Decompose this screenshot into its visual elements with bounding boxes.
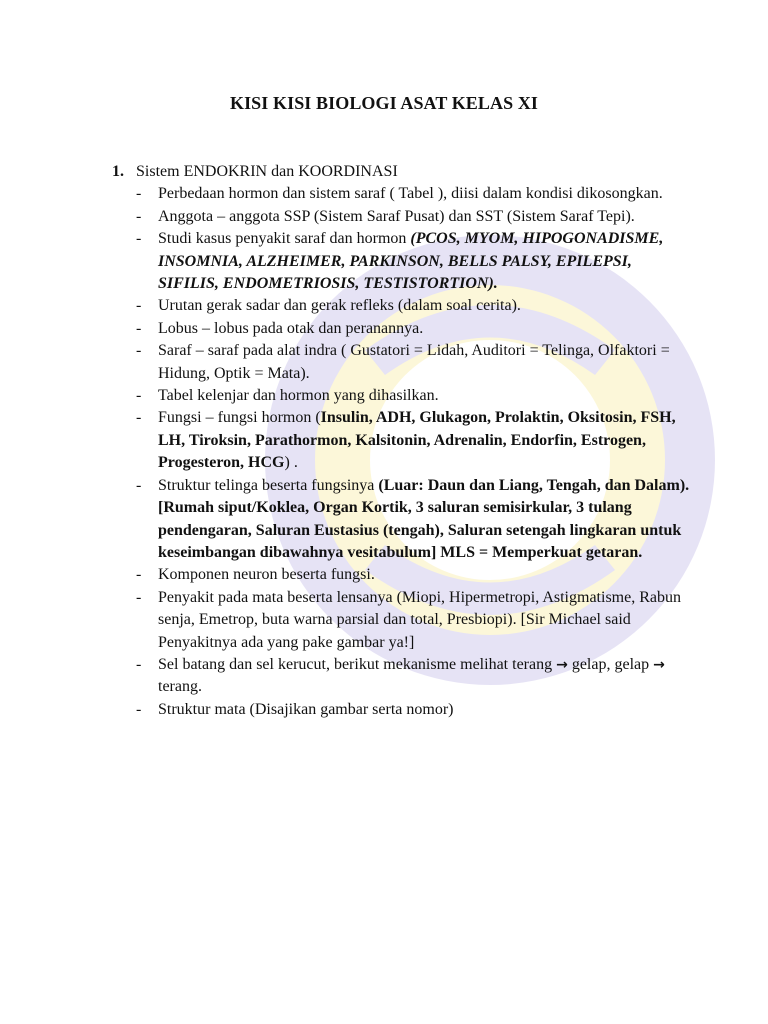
bullet-dash: - [136, 566, 142, 584]
item-hormone-list: Insulin, ADH, Glukagon, Prolaktin, Oksitosin, FSH, LH, Tiroksin, Parathormon, Kalsitonin, Adrenalin, Endorfin, Estrogen, Progesteron, HCG [158, 409, 676, 472]
item-text: Penyakit pada mata beserta lensanya (Miopi, Hipermetropi, Astigmatisme, Rabun senja, Emetrop, buta warna parsial dan total, Presbiopi). [Sir Michael said Penyakitnya ada yang pake gambar ya!] [158, 588, 681, 651]
bullet-dash: - [136, 297, 142, 315]
document-title: KISI KISI BIOLOGI ASAT KELAS XI [229, 93, 539, 113]
item-text: Anggota – anggota SSP (Sistem Saraf Pusat) dan SST (Sistem Saraf Tepi). [158, 207, 635, 225]
bullet-dash: - [136, 655, 142, 673]
item-text: Lobus – lobus pada otak dan peranannya. [158, 319, 424, 337]
arrow-right-icon: → [653, 656, 665, 673]
item-disease-list: (PCOS, MYOM, HIPOGONADISME, INSOMNIA, ALZHEIMER, PARKINSON, BELLS PALSY, EPILEPSI, SIFILIS, ENDOMETRIOSIS, TESTISTORTION). [158, 230, 664, 293]
list-item [112, 183, 692, 205]
bullet-dash: - [136, 342, 142, 360]
bullet-dash: - [136, 207, 142, 225]
list-item [112, 340, 692, 385]
list-item [112, 228, 692, 295]
bullet-dash: - [136, 319, 142, 337]
item-ear-structure: (Luar: Daun dan Liang, Tengah, dan Dalam). [Rumah siput/Koklea, Organ Kortik, 3 saluran semisirkular, 3 tulang pendengaran, Saluran Eustasius (tengah), Saluran setengah lingkaran untuk keseimbangan dibawahnya vesitabulum] MLS = Memperkuat getaran. [158, 476, 690, 561]
item-text: Urutan gerak sadar dan gerak refleks (dalam soal cerita). [158, 297, 521, 315]
item-text-end: ) . [284, 454, 298, 472]
list-item [112, 587, 692, 654]
list-item [112, 385, 692, 407]
bullet-dash: - [136, 588, 142, 606]
list-item [112, 564, 692, 586]
list-item [112, 699, 692, 721]
item-text-end: terang. [158, 678, 202, 696]
bullet-dash: - [136, 409, 142, 427]
item-text: Studi kasus penyakit saraf dan hormon [158, 230, 411, 248]
item-text: Struktur mata (Disajikan gambar serta nomor) [158, 700, 454, 718]
section-heading-row [112, 161, 692, 183]
list-item [112, 654, 692, 699]
item-text: Sel batang dan sel kerucut, berikut mekanisme melihat terang [158, 655, 557, 673]
arrow-right-icon: → [556, 656, 568, 673]
item-text: Saraf – saraf pada alat indra ( Gustatori = Lidah, Auditori = Telinga, Olfaktori = Hidung, Optik = Mata). [158, 342, 670, 382]
list-item [112, 318, 692, 340]
item-text: Perbedaan hormon dan sistem saraf ( Tabel ), diisi dalam kondisi dikosongkan. [158, 185, 663, 203]
item-text: Fungsi – fungsi hormon ( [158, 409, 321, 427]
item-text-mid: gelap, gelap [567, 655, 654, 673]
bullet-dash: - [136, 476, 142, 494]
item-list [112, 183, 692, 721]
section-number: 1. [112, 163, 124, 180]
bullet-dash: - [136, 700, 142, 718]
bullet-dash: - [136, 387, 142, 405]
section-heading: Sistem ENDOKRIN dan KOORDINASI [136, 163, 398, 180]
list-item [112, 295, 692, 317]
list-item [112, 475, 692, 565]
item-text: Struktur telinga beserta fungsinya [158, 476, 379, 494]
bullet-dash: - [136, 230, 142, 248]
item-text: Komponen neuron beserta fungsi. [158, 566, 375, 584]
list-item [112, 206, 692, 228]
bullet-dash: - [136, 185, 142, 203]
list-item [112, 407, 692, 474]
item-text: Tabel kelenjar dan hormon yang dihasilkan. [158, 387, 439, 405]
section-endokrin [112, 161, 692, 721]
